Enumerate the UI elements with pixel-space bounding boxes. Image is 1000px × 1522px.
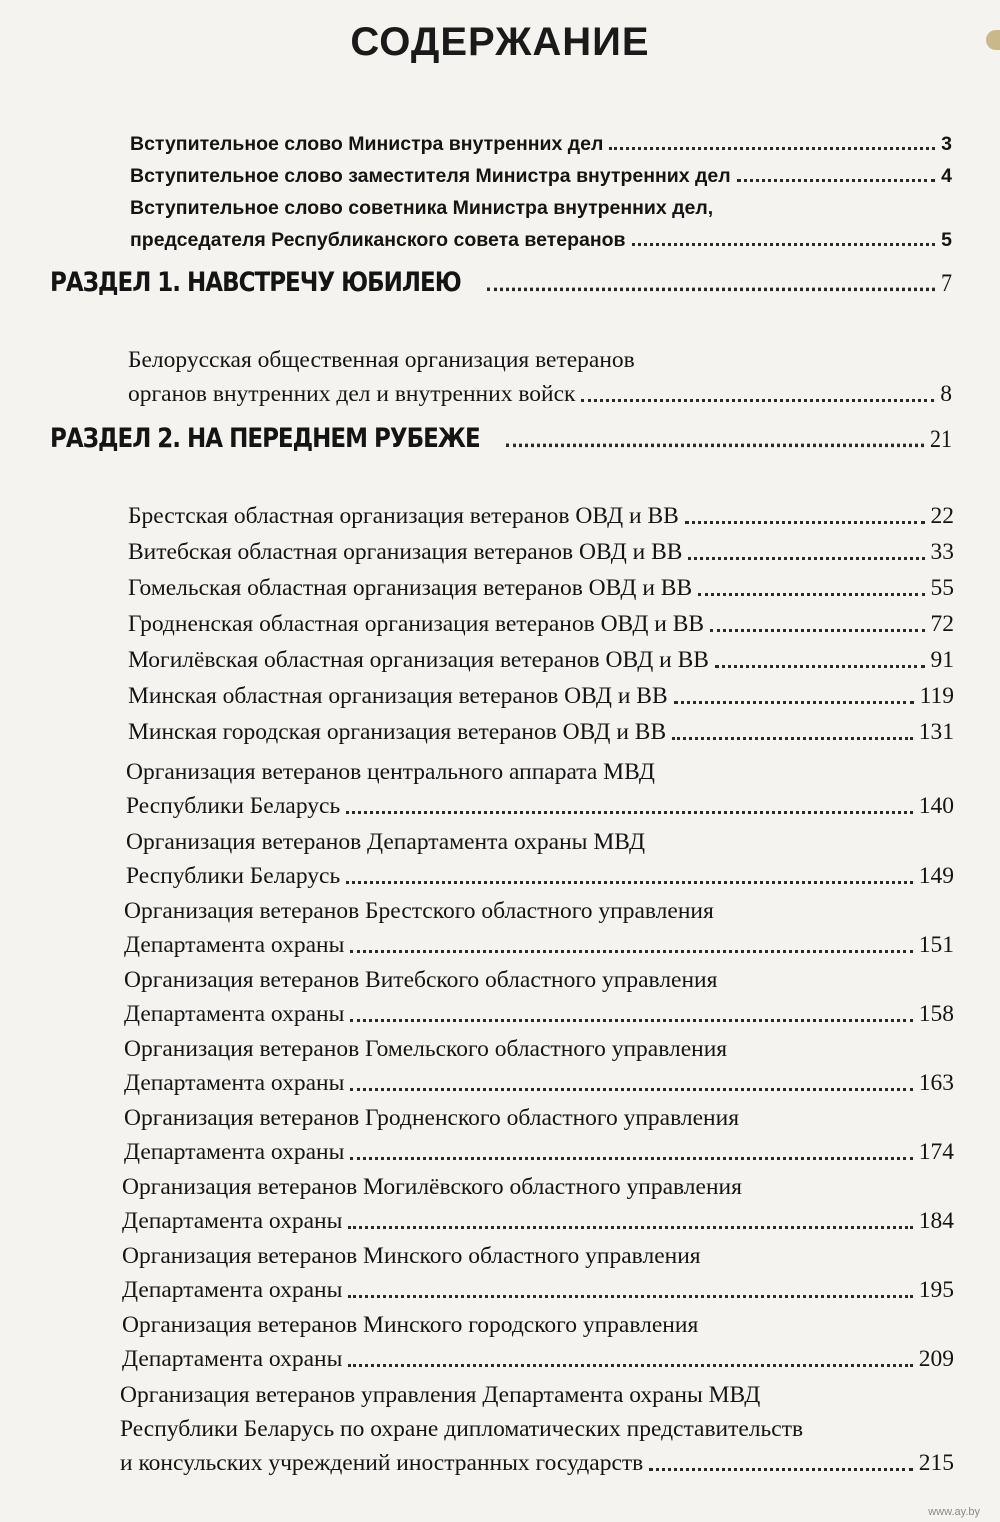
page-number: 209 xyxy=(918,1346,954,1372)
toc-entry-intro-3[interactable] xyxy=(130,188,952,252)
entry-text-line-1: Организация ветеранов Минского городского управления xyxy=(122,1312,699,1338)
page-number: 33 xyxy=(930,539,954,565)
page-number: 3 xyxy=(941,133,952,155)
entry-text: Могилёвская областная организация ветеранов ОВД и ВВ xyxy=(128,647,709,673)
entry-text-line-1: Организация ветеранов управления Департамента охраны МВД xyxy=(120,1382,761,1408)
leader-dots xyxy=(737,178,936,182)
toc-entry-section2-6[interactable] xyxy=(128,676,954,710)
leader-dots xyxy=(350,1087,912,1091)
page-number: 163 xyxy=(918,1070,954,1096)
toc-entry-section2-15[interactable] xyxy=(122,1236,954,1304)
leader-dots xyxy=(506,443,924,448)
entry-text-line-2: Департамента охраны xyxy=(122,1277,343,1303)
toc-entry-section2-14[interactable] xyxy=(122,1167,954,1235)
entry-text: Вступительное слово заместителя Министра внутренних дел xyxy=(130,165,731,187)
page-number: 7 xyxy=(941,268,952,297)
entry-text: Минская городская организация ветеранов ОВД и ВВ xyxy=(128,719,667,745)
entry-text-line-1: Организация ветеранов Гомельского областного управления xyxy=(124,1036,728,1062)
entry-text-line-1: Вступительное слово советника Министра внутренних дел, xyxy=(130,197,714,219)
entry-text-line-2: Департамента охраны xyxy=(122,1208,343,1234)
section-title: РАЗДЕЛ 2. НА ПЕРЕДНЕМ РУБЕЖЕ xyxy=(50,424,480,454)
page-number: 215 xyxy=(918,1450,954,1476)
toc-entry-section2-5[interactable] xyxy=(128,640,954,674)
leader-dots xyxy=(346,810,913,814)
leader-dots xyxy=(348,1363,912,1367)
toc-entry-section2-12[interactable] xyxy=(124,1029,954,1097)
entry-text: Гомельская областная организация ветеранов ОВД и ВВ xyxy=(128,575,693,601)
leader-dots xyxy=(710,628,924,632)
leader-dots xyxy=(348,1225,912,1229)
leader-dots xyxy=(674,700,914,704)
leader-dots xyxy=(685,520,925,524)
page-title: СОДЕРЖАНИЕ xyxy=(350,20,650,64)
leader-dots xyxy=(715,664,925,668)
leader-dots xyxy=(348,1294,912,1298)
entry-text-line-2: Департамента охраны xyxy=(122,1346,343,1372)
toc-entry-intro-2[interactable] xyxy=(130,156,952,188)
entry-text-line-1: Белорусская общественная организация ветеранов xyxy=(128,347,635,373)
entry-text-line-2: Республики Беларусь xyxy=(126,863,341,889)
entry-text-line-2: Департамента охраны xyxy=(124,1139,345,1165)
entry-text-line-2: Республики Беларусь xyxy=(126,793,341,819)
page-number: 91 xyxy=(930,647,954,673)
entry-text-line-1: Организация ветеранов Минского областного управления xyxy=(122,1243,701,1269)
toc-entry-section2-16[interactable] xyxy=(122,1305,954,1373)
page-number: 8 xyxy=(940,381,952,407)
toc-entry-section2-7[interactable] xyxy=(128,712,954,746)
entry-text-line-1: Организация ветеранов Могилёвского областного управления xyxy=(122,1174,742,1200)
entry-text-line-1: Организация ветеранов Департамента охраны МВД xyxy=(126,829,646,855)
entry-text-line-1: Организация ветеранов Гродненского областного управления xyxy=(124,1105,740,1131)
entry-text-line-2: председателя Республиканского совета ветеранов xyxy=(130,229,626,251)
entry-text-line-1: Организация ветеранов центрального аппарата МВД xyxy=(126,759,655,785)
entry-text: Витебская областная организация ветеранов ОВД и ВВ xyxy=(128,539,683,565)
section-title: РАЗДЕЛ 1. НАВСТРЕЧУ ЮБИЛЕЮ xyxy=(50,268,461,298)
leader-dots xyxy=(487,287,935,292)
entry-text-line-2: органов внутренних дел и внутренних войск xyxy=(128,381,576,407)
page-number: 55 xyxy=(930,575,954,601)
page-number: 195 xyxy=(918,1277,954,1303)
page-number: 140 xyxy=(918,793,954,819)
entry-text-line-2: Департамента охраны xyxy=(124,1001,345,1027)
entry-text-line-2: Республики Беларусь по охране дипломатических представительств xyxy=(120,1416,804,1442)
page-number: 22 xyxy=(930,503,954,529)
toc-entry-intro-1[interactable] xyxy=(130,124,952,156)
leader-dots xyxy=(346,880,913,884)
leader-dots xyxy=(581,398,934,402)
leader-dots xyxy=(698,592,924,596)
leader-dots xyxy=(609,146,935,150)
toc-entry-section2-10[interactable] xyxy=(124,891,954,959)
page-number: 131 xyxy=(918,719,954,745)
entry-text: Брестская областная организация ветеранов ОВД и ВВ xyxy=(128,503,679,529)
watermark: www.ay.by xyxy=(928,1506,980,1518)
toc-entry-section2-11[interactable] xyxy=(124,960,954,1028)
entry-text: Минская областная организация ветеранов ОВД и ВВ xyxy=(128,683,668,709)
leader-dots xyxy=(350,1156,912,1160)
page-number: 151 xyxy=(918,932,954,958)
section-heading-1[interactable] xyxy=(50,268,952,298)
leader-dots xyxy=(350,949,912,953)
entry-text-line-1: Организация ветеранов Витебского областного управления xyxy=(124,967,718,993)
page-number: 158 xyxy=(918,1001,954,1027)
entry-text-line-3: и консульских учреждений иностранных государств xyxy=(120,1450,644,1476)
toc-entry-section2-8[interactable] xyxy=(126,752,954,820)
leader-dots xyxy=(632,242,936,246)
page-number: 4 xyxy=(941,165,952,187)
leader-dots xyxy=(350,1018,912,1022)
entry-text-line-2: Департамента охраны xyxy=(124,932,345,958)
toc-entry-section2-4[interactable] xyxy=(128,604,954,638)
toc-entry-section2-13[interactable] xyxy=(124,1098,954,1166)
entry-text: Вступительное слово Министра внутренних дел xyxy=(130,133,604,155)
leader-dots xyxy=(688,556,924,560)
page-number: 72 xyxy=(930,611,954,637)
toc-entry-section2-3[interactable] xyxy=(128,568,954,602)
page-number: 21 xyxy=(930,424,952,453)
toc-entry-section2-1[interactable] xyxy=(128,496,954,530)
page-number: 119 xyxy=(919,683,954,709)
page-number: 149 xyxy=(918,863,954,889)
entry-text-line-2: Департамента охраны xyxy=(124,1070,345,1096)
entry-text-line-1: Организация ветеранов Брестского областного управления xyxy=(124,898,714,924)
toc-entry-section1-1[interactable] xyxy=(128,340,952,408)
page-number: 184 xyxy=(918,1208,954,1234)
page-number: 5 xyxy=(941,229,952,251)
entry-text: Гродненская областная организация ветеранов ОВД и ВВ xyxy=(128,611,705,637)
leader-dots xyxy=(649,1467,913,1471)
toc-entry-section2-17[interactable] xyxy=(120,1375,954,1477)
toc-entry-section2-2[interactable] xyxy=(128,532,954,566)
toc-entry-section2-9[interactable] xyxy=(126,822,954,890)
section-heading-2[interactable] xyxy=(50,424,952,454)
page-number: 174 xyxy=(918,1139,954,1165)
leader-dots xyxy=(672,736,913,740)
